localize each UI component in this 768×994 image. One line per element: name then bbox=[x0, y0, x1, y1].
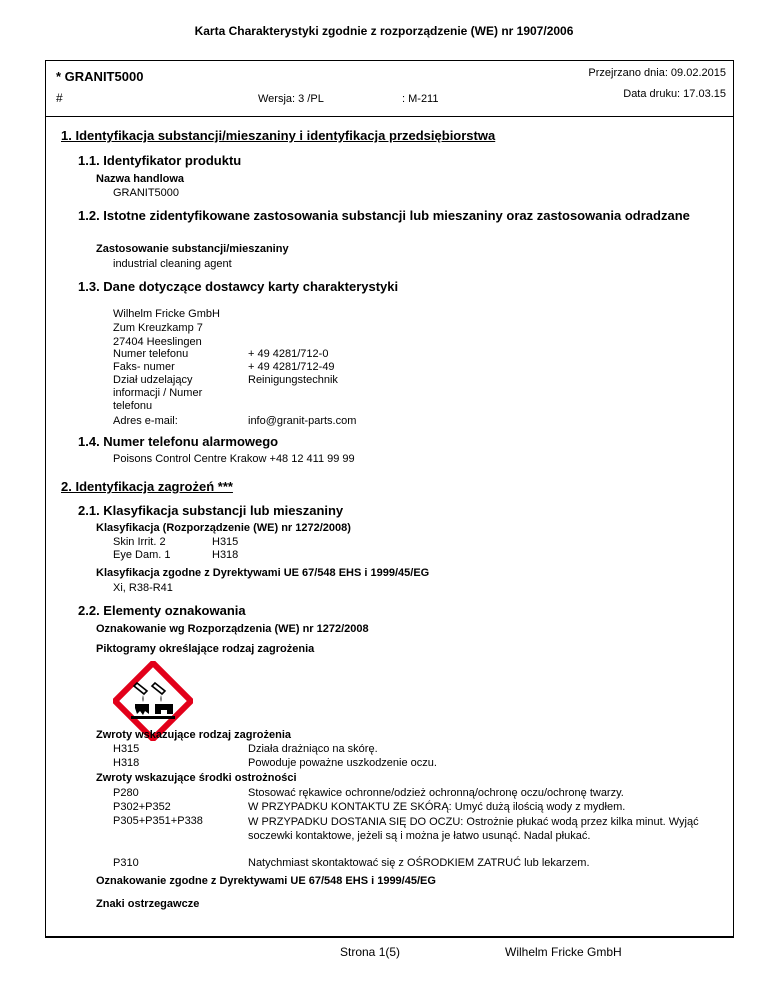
hazard-code: H315 bbox=[113, 743, 140, 755]
product-code: : M-211 bbox=[402, 93, 439, 105]
supplier-city: 27404 Heeslingen bbox=[113, 336, 202, 348]
section-1-1-title: 1.1. Identyfikator produktu bbox=[78, 153, 242, 168]
precaution-code: P302+P352 bbox=[113, 801, 171, 813]
dsd-labelling-label: Oznakowanie zgodne z Dyrektywami UE 67/548 EHS i 1999/45/EG bbox=[96, 875, 436, 887]
precaution-code: P310 bbox=[113, 857, 139, 869]
header-separator bbox=[45, 116, 734, 117]
revision-date: Przejrzano dnia: 09.02.2015 bbox=[588, 67, 726, 79]
section-1-3-title: 1.3. Dane dotyczące dostawcy karty charakterystyki bbox=[78, 279, 399, 294]
dsd-classification-value: Xi, R38-R41 bbox=[113, 582, 173, 594]
hazard-text: Działa drażniąco na skórę. bbox=[248, 743, 378, 755]
department-value: Reinigungstechnik bbox=[248, 374, 338, 386]
precaution-text: Stosować rękawice ochronne/odzież ochronną/ochronę oczu/ochronę twarzy. bbox=[248, 787, 624, 799]
warning-signs-label: Znaki ostrzegawcze bbox=[96, 898, 200, 910]
trade-name-value: GRANIT5000 bbox=[113, 187, 180, 199]
phone-value: + 49 4281/712-0 bbox=[248, 348, 329, 360]
hazard-code: H318 bbox=[113, 757, 140, 769]
precaution-text: Natychmiast skontaktować się z OŚRODKIEM ZATRUĆ lub lekarzem. bbox=[248, 857, 590, 869]
section-1-4-title: 1.4. Numer telefonu alarmowego bbox=[78, 434, 279, 449]
footer-line bbox=[45, 936, 734, 938]
clp-code: H318 bbox=[212, 549, 239, 561]
fax-label: Faks- numer bbox=[113, 361, 175, 373]
dsd-classification-label: Klasyfikacja zgodne z Dyrektywami UE 67/548 EHS i 1999/45/EG bbox=[96, 567, 430, 579]
use-value: industrial cleaning agent bbox=[113, 258, 232, 270]
supplier-company: Wilhelm Fricke GmbH bbox=[113, 308, 220, 320]
section-2-2-title: 2.2. Elementy oznakowania bbox=[78, 603, 246, 618]
hazard-text: Powoduje poważne uszkodzenie oczu. bbox=[248, 757, 437, 769]
clp-code: H315 bbox=[212, 536, 239, 548]
email-value: info@granit-parts.com bbox=[248, 415, 357, 427]
page-number: Strona 1(5) bbox=[340, 945, 401, 959]
hash-mark: # bbox=[56, 91, 63, 105]
use-label: Zastosowanie substancji/mieszaniny bbox=[96, 243, 289, 255]
precaution-code: P280 bbox=[113, 787, 139, 799]
section-1-2-title: 1.2. Istotne zidentyfikowane zastosowania substancji lub mieszaniny oraz zastosowania odradzane bbox=[78, 208, 690, 223]
emergency-phone: Poisons Control Centre Krakow +48 12 411 99 99 bbox=[113, 453, 355, 465]
pictogram-label: Piktogramy określające rodzaj zagrożenia bbox=[96, 643, 315, 655]
precaution-code: P305+P351+P338 bbox=[113, 815, 203, 827]
section-2-1-title: 2.1. Klasyfikacja substancji lub mieszaniny bbox=[78, 503, 344, 518]
footer-company: Wilhelm Fricke GmbH bbox=[505, 945, 622, 959]
clp-labelling-label: Oznakowanie wg Rozporządzenia (WE) nr 1272/2008 bbox=[96, 623, 369, 635]
email-label: Adres e-mail: bbox=[113, 415, 178, 427]
print-date: Data druku: 17.03.15 bbox=[623, 88, 726, 100]
document-title: Karta Charakterystyki zgodnie z rozporządzenie (WE) nr 1907/2006 bbox=[194, 24, 574, 38]
precautionary-statements-label: Zwroty wskazujące środki ostrożności bbox=[96, 772, 297, 784]
supplier-street: Zum Kreuzkamp 7 bbox=[113, 322, 203, 334]
clp-category: Skin Irrit. 2 bbox=[113, 536, 166, 548]
clp-classification-label: Klasyfikacja (Rozporządzenie (WE) nr 1272/2008) bbox=[96, 522, 351, 534]
department-label: Dział udzelający informacji / Numer telefonu bbox=[113, 374, 203, 412]
hazard-statements-label: Zwroty wskazujące rodzaj zagrożenia bbox=[96, 729, 292, 741]
clp-category: Eye Dam. 1 bbox=[113, 549, 171, 561]
phone-label: Numer telefonu bbox=[113, 348, 189, 360]
version: Wersja: 3 /PL bbox=[258, 93, 324, 105]
product-name: * GRANIT5000 bbox=[56, 69, 144, 84]
precaution-text: W PRZYPADKU DOSTANIA SIĘ DO OCZU: Ostrożnie płukać wodą przez kilka minut. Wyjąć soczewki kontaktowe, jeżeli są i można je łatwo usunąć. Nadal płukać. bbox=[248, 816, 699, 842]
fax-value: + 49 4281/712-49 bbox=[248, 361, 335, 373]
section-2-title: 2. Identyfikacja zagrożeń *** bbox=[61, 479, 233, 494]
trade-name-label: Nazwa handlowa bbox=[96, 173, 185, 185]
precaution-text: W PRZYPADKU KONTAKTU ZE SKÓRĄ: Umyć dużą ilością wody z mydłem. bbox=[248, 801, 626, 813]
section-1-title: 1. Identyfikacja substancji/mieszaniny i identyfikacja przedsiębiorstwa bbox=[61, 128, 496, 143]
